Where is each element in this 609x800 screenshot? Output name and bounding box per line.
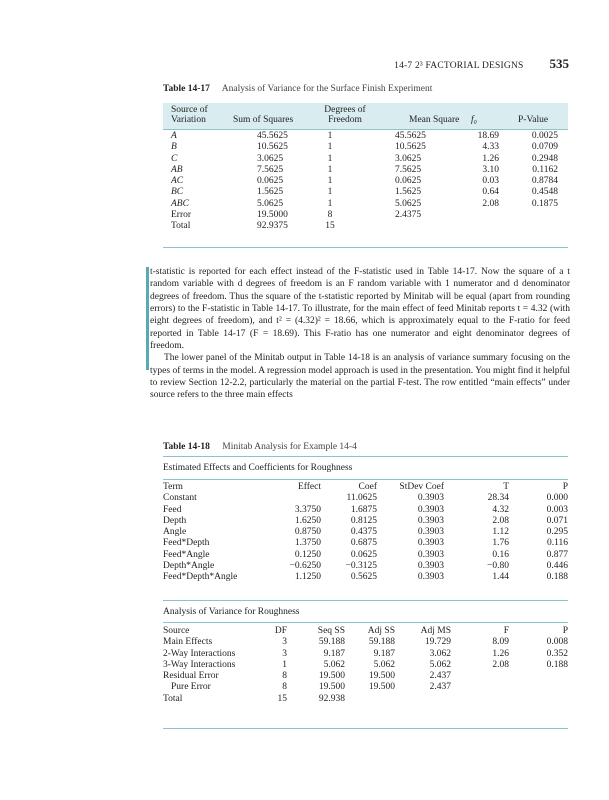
anova-adjss-cell: 59.188 [368,637,395,648]
effects-table [163,482,568,584]
ms-cell: 7.5625 [395,164,422,175]
anova-adjms-cell: 3.062 [429,648,451,659]
effects-t-cell: −0.80 [487,561,509,572]
f0-cell: 4.33 [482,142,499,153]
effects-p-cell: 0.877 [546,549,568,560]
effects-se-cell: 0.3903 [417,515,444,526]
effects-coef-cell: 0.5625 [350,572,377,583]
hdr-coef: Coef [358,482,377,492]
effects-t-cell: 2.08 [492,515,509,526]
ss-cell: 5.0625 [257,198,284,209]
hdr-stdev-coef: StDev Coef [399,482,444,492]
anova-src-cell: 2-Way Interactions [163,648,236,659]
df-cell: 1 [327,176,333,187]
effects-term-cell: Constant [163,493,197,504]
df-cell: 1 [327,142,333,153]
paragraph-2: The lower panel of the Minitab output in Table 14-18 is an analysis of variance summary focusing on the types of terms in the model. A regression model approach is used in the presentation. You might find it helpful to review Section 12-2.2, particularly the material on the partial F-test. The row entitled “main effects” under source refers to the three main effects [150,353,570,401]
source-cell: C [171,153,178,164]
margin-bar [146,267,149,370]
effects-p-cell: 0.000 [546,493,568,504]
ss-cell: 7.5625 [257,164,284,175]
effects-p-cell: 0.295 [546,527,568,538]
anova-f-cell: 2.08 [492,659,509,670]
ss-cell: 10.5625 [257,142,288,153]
effects-coef-cell: 0.4375 [350,527,377,538]
col-p-value: P-Value [518,115,549,125]
anova-src-cell: 3-Way Interactions [163,659,236,670]
anova-p-cell [509,694,568,705]
effects-coef-cell: 0.6875 [350,538,377,549]
anova-row [163,176,568,187]
ss-cell: 0.0625 [257,176,284,187]
effects-p-cell: 0.446 [546,561,568,572]
anova-df-cell: 3 [282,637,287,648]
source-cell: ABC [171,198,189,209]
table-18-top-rule [163,456,568,457]
effects-t-cell: 28.34 [487,493,509,504]
table-18-caption [163,442,357,452]
anova-adjms-cell: 2.437 [429,671,451,682]
effects-term-cell: Feed*Depth [163,538,210,549]
anova-f-cell: 8.09 [492,637,509,648]
p-value-cell: 0.4548 [531,187,558,198]
anova-df-cell: 15 [277,693,287,704]
source-cell: Total [171,221,191,232]
table-17-caption [163,84,432,94]
source-cell: Error [171,210,192,221]
anova-adjss-cell: 19.500 [368,682,395,693]
anova-row [163,187,568,198]
table-17-header [163,103,568,130]
anova-seq-cell: 9.187 [323,648,345,659]
p-value-cell [507,221,568,232]
effects-p-cell: 0.003 [546,504,568,515]
effects-p-cell: 0.188 [546,572,568,583]
effects-coef-cell: 0.0625 [350,549,377,560]
col-f0: f₀ [471,115,477,125]
col-mean-square: Mean Square [409,115,460,125]
anova-row [163,142,568,153]
hdr-adj-ss: Adj SS [367,626,395,636]
anova-adjss-cell: 19.500 [368,671,395,682]
effects-coef-cell: 11.0625 [346,493,377,504]
effects-bottom-rule [163,600,568,601]
table-18-title: Minitab Analysis for Example 14-4 [222,442,357,452]
anova-f-cell: 1.26 [492,648,509,659]
effects-effect-cell: 1.3750 [294,538,321,549]
hdr-term: Term [163,482,183,492]
ms-cell: 0.0625 [395,176,422,187]
effects-se-cell: 0.3903 [417,572,444,583]
effects-effect-cell: 1.6250 [294,515,321,526]
effects-row [163,505,568,516]
anova-seq-cell: 19.500 [318,682,345,693]
ms-cell: 1.5625 [395,187,422,198]
col-df-line1: Degrees of [324,105,366,115]
anova-summary-row [163,694,568,705]
hdr-df: DF [274,626,287,636]
col-source-line2: Variation [171,115,206,125]
effects-effect-cell [258,493,321,504]
effects-se-cell: 0.3903 [417,504,444,515]
f0-cell [457,210,507,221]
effects-t-cell: 1.44 [492,572,509,583]
running-header [394,56,569,72]
effects-coef-cell: 0.8125 [350,515,377,526]
anova-p-cell [509,671,568,682]
effects-t-cell: 4.32 [492,504,509,515]
anova-df-cell: 1 [282,659,287,670]
f0-cell: 0.03 [482,176,499,187]
anova-p-cell: 0.188 [546,659,568,670]
table-18-label: Table 14-18 [163,442,210,452]
df-cell: 1 [327,131,333,141]
df-cell: 15 [325,221,335,232]
anova-row [163,154,568,165]
effects-se-cell: 0.3903 [417,561,444,572]
anova-p-cell: 0.008 [546,637,568,648]
df-cell: 8 [327,210,333,221]
p-value-cell: 0.0709 [531,142,558,153]
col-sum-of-squares: Sum of Squares [233,115,294,125]
df-cell: 1 [327,187,333,198]
anova-row [163,210,568,221]
effects-term-cell: Feed [163,504,182,515]
anova-p-cell [509,682,568,693]
anova-summary-row [163,671,568,682]
effects-term-cell: Feed*Angle [163,549,210,560]
effects-row [163,516,568,527]
ss-cell: 1.5625 [257,187,284,198]
ss-cell: 92.9375 [257,221,288,232]
anova-p-cell: 0.352 [546,648,568,659]
paragraph-1: t-statistic is reported for each effect instead of the F-statistic used in Table 14-17. Now the square of a t random variable with d degrees of freedom is an F random variable with 1 numerator and d denominator degrees of freedom. Thus the square of the t-statistic reported by Minitab will be equal (apart from rounding errors) to the F-statistic in Table 14-17. To illustrate, for the main effect of feed Minitab reports t = 4.32 (with eight degrees of freedom), and t² = (4.32)² = 18.66, which is approximately equal to the F-ratio for feed reported in Table 14-17 (F = 18.69). This F-ratio has one numerator and eight denominator degrees of freedom. [150,267,570,352]
effects-term-cell: Feed*Depth*Angle [163,572,238,583]
effects-p-cell: 0.071 [546,515,568,526]
source-cell: AB [171,164,183,175]
source-cell: B [171,142,177,153]
f0-cell: 0.64 [482,187,499,198]
f0-cell: 2.08 [482,198,499,209]
anova-df-cell: 3 [282,648,287,659]
anova-row [163,199,568,210]
hdr-f: F [503,626,509,636]
col-df-line2: Freedom [328,115,362,125]
effects-term-cell: Depth*Angle [163,561,215,572]
anova-f-cell [451,694,509,705]
effects-t-cell: 1.76 [492,538,509,549]
effects-se-cell: 0.3903 [417,549,444,560]
p-value-cell: 0.1875 [531,198,558,209]
effects-header-row [163,482,568,493]
effects-row [163,527,568,538]
anova-src-cell: Total [163,693,183,704]
anova-summary-row [163,660,568,671]
hdr-effect: Effect [297,482,321,492]
table-18-bottom-rule [163,728,568,729]
f0-cell: 1.26 [482,153,499,164]
hdr-adj-ms: Adj MS [420,626,451,636]
ms-cell [369,221,457,232]
hdr-seq-ss: Seq SS [317,626,345,636]
table-17-title: Analysis of Variance for the Surface Finish Experiment [221,84,433,94]
ms-cell: 45.5625 [395,131,426,141]
effects-effect-cell: 1.1250 [294,572,321,583]
anova-summary-row [163,649,568,660]
p-value-cell [507,210,568,221]
df-cell: 1 [327,198,333,209]
ms-cell: 5.0625 [395,198,422,209]
anova-summary-row [163,682,568,693]
effects-coef-cell: −0.3125 [345,561,377,572]
df-cell: 1 [327,164,333,175]
p-value-cell: 0.1162 [532,164,558,175]
anova-adjms-cell: 5.062 [429,659,451,670]
f0-cell: 18.69 [477,131,499,141]
effects-effect-cell: −0.6250 [289,561,321,572]
anova-adjss-cell [345,694,395,705]
hdr-source: Source [163,626,190,636]
effects-t-cell: 1.12 [492,527,509,538]
p-value-cell: 0.0025 [531,131,558,141]
col-source-line1: Source of [171,105,208,115]
hdr-p2: P [562,626,568,636]
anova-seq-cell: 19.500 [318,671,345,682]
anova-adjms-cell: 2.437 [429,682,451,693]
source-cell: BC [171,187,184,198]
anova-adjss-cell: 5.062 [373,659,395,670]
anova-header-row [163,626,568,637]
anova-df-cell: 8 [282,682,287,693]
p-value-cell: 0.2948 [531,153,558,164]
effects-p-cell: 0.116 [546,538,568,549]
ss-cell: 19.5000 [257,210,288,221]
effects-se-cell: 0.3903 [417,538,444,549]
effects-row [163,561,568,572]
anova-row [163,221,568,232]
table-17-body [163,131,568,233]
page-number: 535 [549,56,569,71]
effects-row [163,493,568,504]
anova-adjms-cell: 19.729 [424,637,451,648]
effects-se-cell: 0.3903 [417,527,444,538]
anova-src-cell: Main Effects [163,637,213,648]
effects-effect-cell: 3.3750 [294,504,321,515]
table-17-label: Table 14-17 [163,84,210,94]
section-title: 14-7 2³ FACTORIAL DESIGNS [394,61,524,71]
effects-row [163,572,568,583]
f0-cell: 3.10 [482,164,499,175]
effects-term-cell: Angle [163,527,187,538]
anova-src-cell: Residual Error [163,671,219,682]
effects-row [163,550,568,561]
effects-header-rule [163,479,568,480]
anova-row [163,131,568,142]
ms-cell: 10.5625 [395,142,426,153]
body-text [150,266,570,402]
source-cell: AC [171,176,184,187]
effects-effect-cell: 0.8750 [294,527,321,538]
effects-t-cell: 0.16 [492,549,509,560]
anova-row [163,165,568,176]
anova-seq-cell: 92.938 [318,693,345,704]
anova-f-cell [451,682,509,693]
anova-seq-cell: 5.062 [323,659,345,670]
effects-se-cell: 0.3903 [417,493,444,504]
anova-adjms-cell [395,694,451,705]
df-cell: 1 [327,153,333,164]
ms-cell: 3.0625 [395,153,422,164]
anova-f-cell [451,671,509,682]
f0-cell [457,221,507,232]
effects-coef-cell: 1.6875 [350,504,377,515]
table-17-bottom-rule [163,247,568,248]
anova-header-rule [163,622,568,623]
source-cell: A [171,131,177,141]
anova-df-cell: 8 [282,671,287,682]
section-effects-title: Estimated Effects and Coefficients for Roughness [163,463,353,473]
anova-adjss-cell: 9.187 [373,648,395,659]
effects-row [163,538,568,549]
section-anova-title: Analysis of Variance for Roughness [163,607,300,617]
effects-term-cell: Depth [163,515,187,526]
ms-cell: 2.4375 [395,210,422,221]
anova-table [163,626,568,705]
hdr-t: T [503,482,509,492]
ss-cell: 3.0625 [257,153,284,164]
anova-summary-row [163,637,568,648]
effects-effect-cell: 0.1250 [294,549,321,560]
hdr-p: P [562,482,568,492]
anova-seq-cell: 59.188 [318,637,345,648]
p-value-cell: 0.8784 [531,176,558,187]
anova-src-cell: Pure Error [171,682,211,693]
ss-cell: 45.5625 [257,131,288,141]
